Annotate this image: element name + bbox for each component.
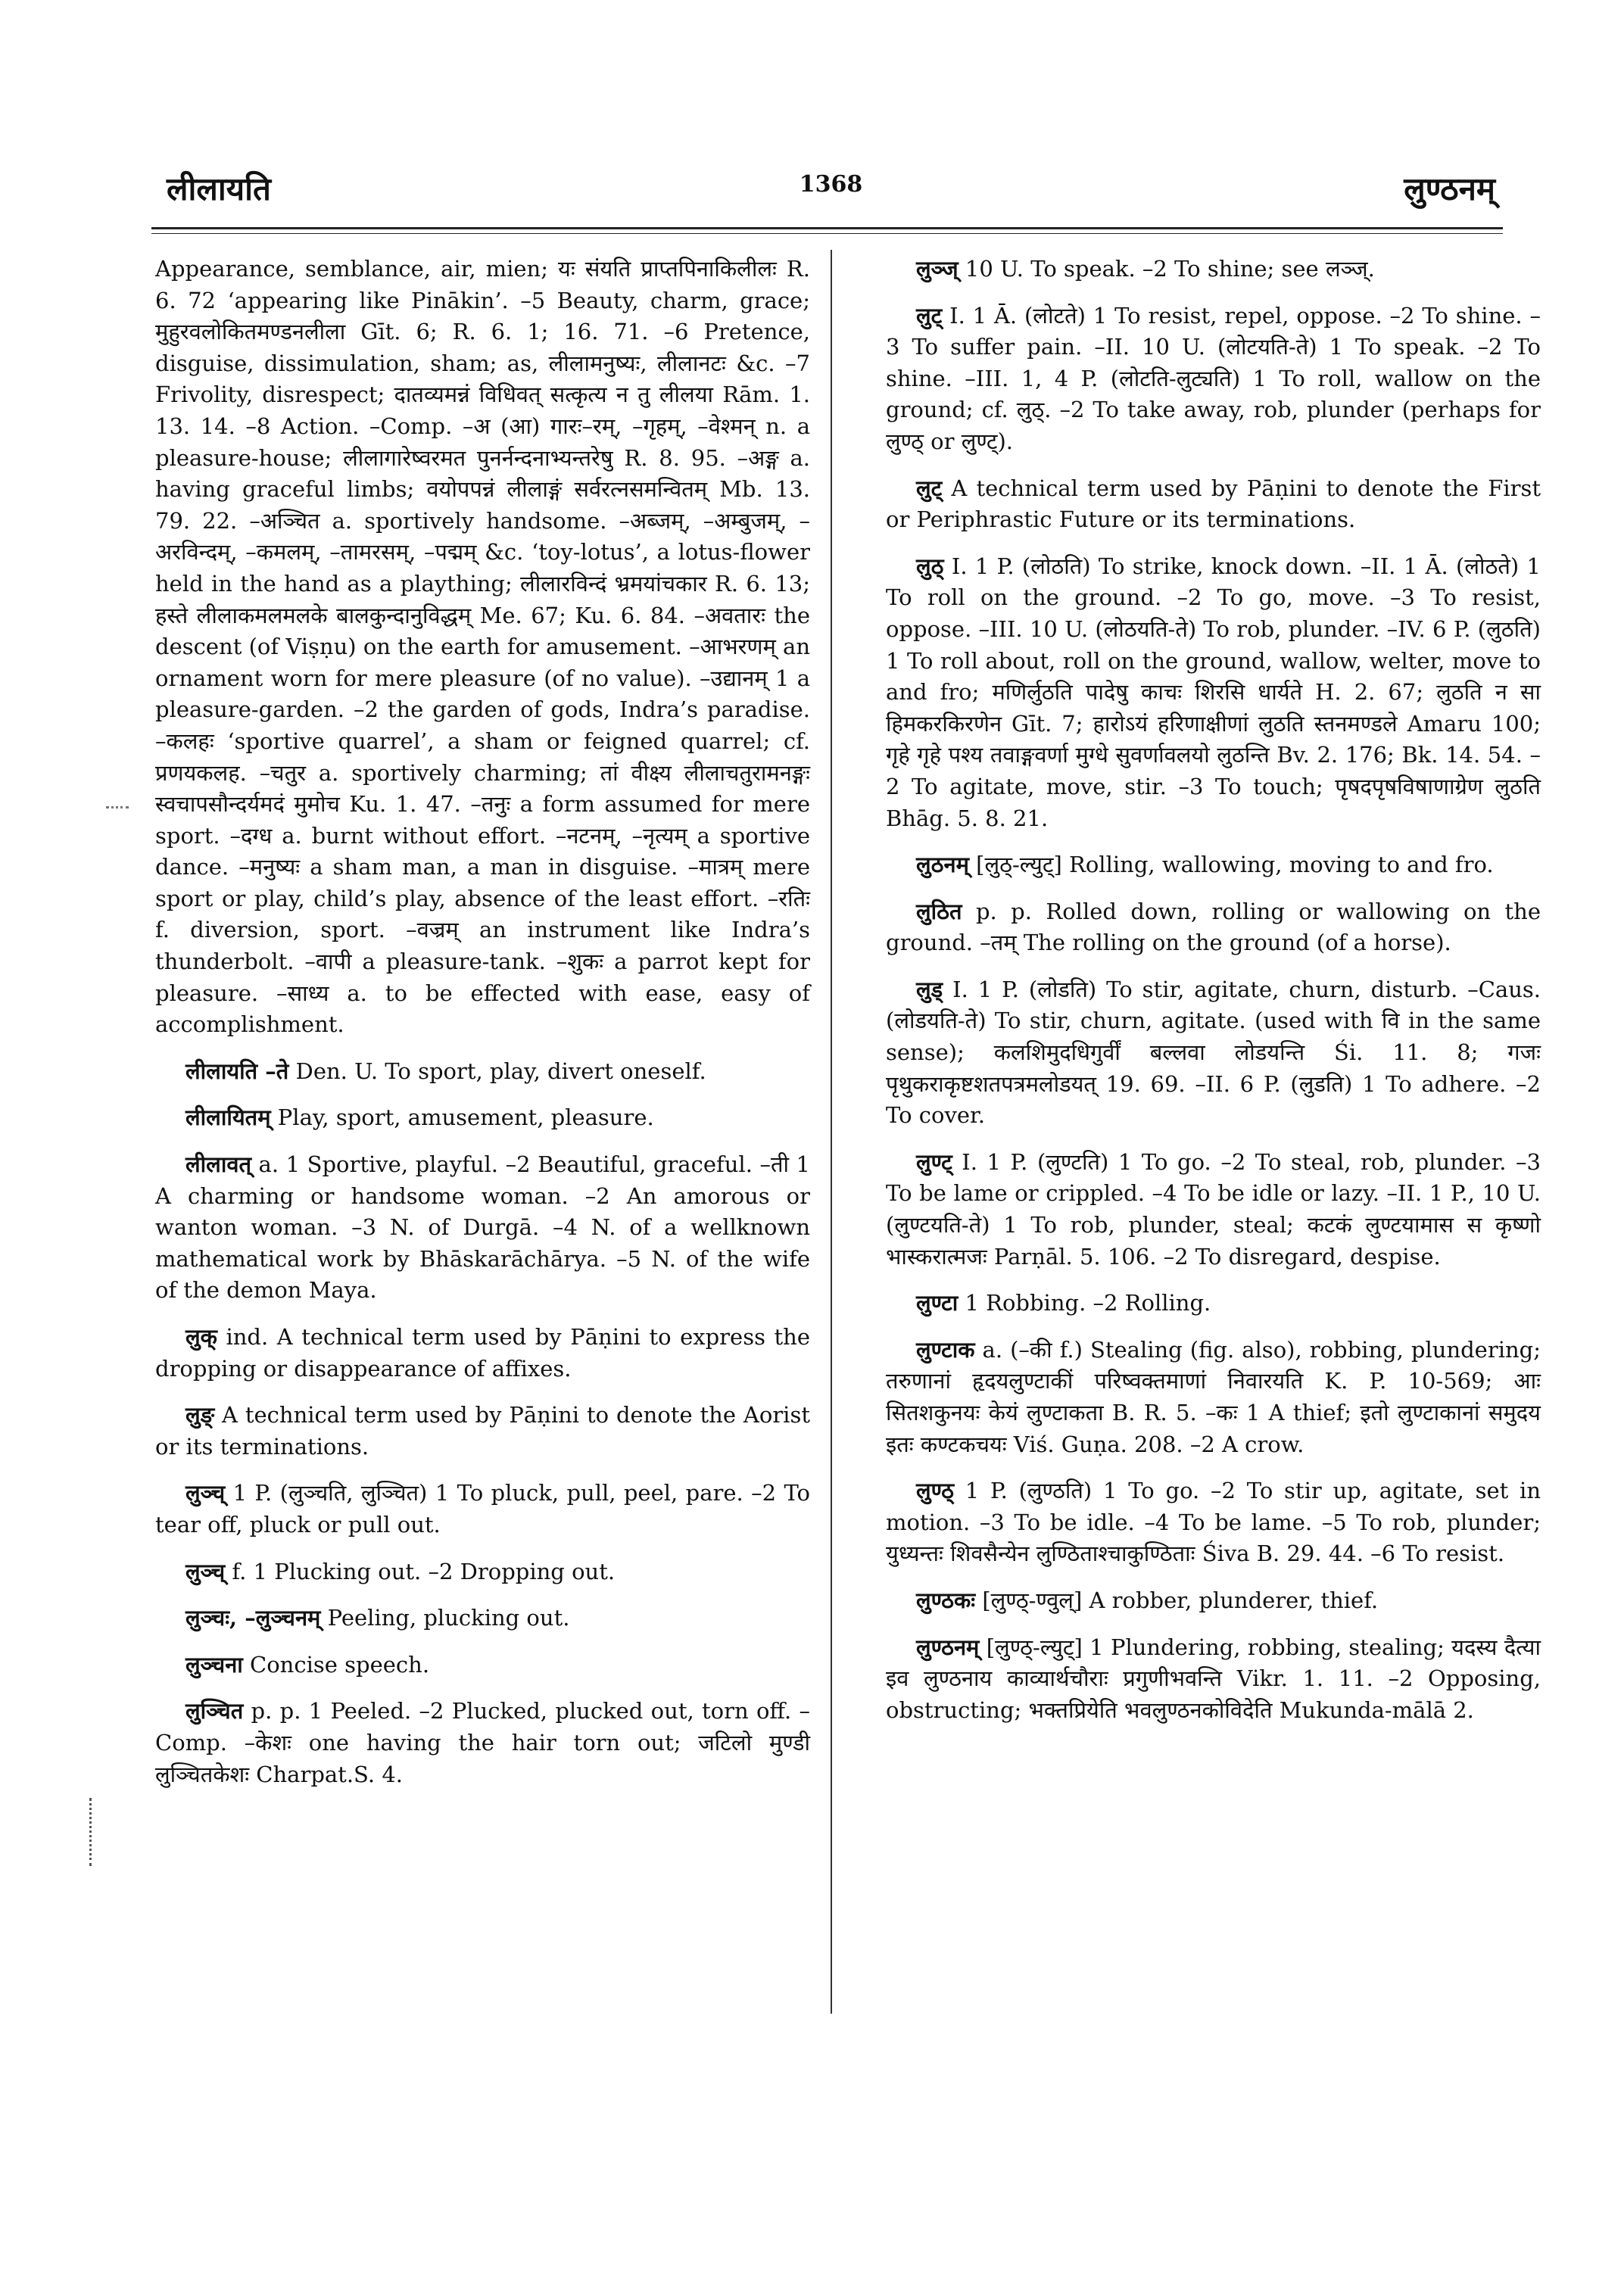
dictionary-entry: [155, 1603, 810, 1634]
dictionary-entry: [886, 1475, 1541, 1570]
margin-scan-dots: [106, 806, 129, 813]
page-number: 1368: [799, 171, 863, 198]
entry-text: I. 1 P. (लोडति) To stir, agitate, churn, disturb. –Caus. (लोडयति-ते) To stir, churn, agitate. (used with वि in the same sense); कलशिमुदधिगुर्वीं बल्लवा लोडयन्ति Śi. 11. 8; गजः पृथुकराकृष्टशतपत्रमलोडयत् 19. 69. –II. 6 P. (लुडति) 1 To adhere. –2 To cover.: [886, 976, 1541, 1129]
dictionary-entry: [155, 1556, 810, 1588]
entry-text: 10 U. To speak. –2 To shine; see लञ्ज्.: [958, 256, 1375, 282]
entry-text: Den. U. To sport, play, divert oneself.: [288, 1058, 706, 1084]
header-right-guide-word: लुण्ठनम्: [1404, 170, 1495, 207]
entry-text: Peeling, plucking out.: [320, 1605, 570, 1631]
entry-text: f. 1 Plucking out. –2 Dropping out.: [225, 1558, 616, 1584]
dictionary-entry: [886, 551, 1541, 834]
dictionary-entry: [155, 1650, 810, 1681]
entry-text: Play, sport, amusement, pleasure.: [270, 1104, 654, 1131]
dictionary-entry: [886, 473, 1541, 536]
right-column: [886, 254, 1541, 1741]
dictionary-entry: [886, 1632, 1541, 1727]
entry-text: Appearance, semblance, air, mien; यः संयति प्राप्तपिनाकिलीलः R. 6. 72 ‘appearing like Pinākin’. –5 Beauty, charm, grace; मुहुरवलोकितमण्डनलीला Gīt. 6; R. 6. 1; 16. 71. –6 Pretence, disguise, dissimulation, sham; as, लीलामनुष्यः, लीलानटः &c. –7 Frivolity, disrespect; दातव्यमन्नं विधिवत् सत्कृत्य न तु लीलया Rām. 1. 13. 14. –8 Action. –Comp. –अ (आ) गारः–रम्, –गृहम्, –वेश्मन् n. a pleasure-house; लीलागारेष्वरमत पुनर्नन्दनाभ्यन्तरेषु R. 8. 95. –अङ्ग a. having graceful limbs; वयोपपन्नं लीलाङ्गं सर्वरत्नसमन्वितम् Mb. 13. 79. 22. –अञ्चित a. sportively handsome. –अब्जम्, –अम्बुजम्, –अरविन्दम्, –कमलम्, –तामरसम्, –पद्मम् &c. ‘toy-lotus’, a lotus-flower held in the hand as a plaything; लीलारविन्दं भ्रमयांचकार R. 6. 13; हस्ते लीलाकमलमलके बालकुन्दानुविद्धम् Me. 67; Ku. 6. 84. –अवतारः the descent (of Viṣṇu) on the earth for amusement. –आभरणम् an ornament worn for mere pleasure (of no value). –उद्यानम् 1 a pleasure-garden. –2 the garden of gods, Indra’s paradise. –कलहः ‘sportive quarrel’, a sham or feigned quarrel; cf. प्रणयकलह. –चतुर a. sportively charming; तां वीक्ष्य लीलाचतुरामनङ्गः स्वचापसौन्दर्यमदं मुमोच Ku. 1. 47. –तनुः a form assumed for mere sport. –दग्ध a. burnt without effort. –नटनम्, –नृत्यम् a sportive dance. –मनुष्यः a sham man, a man in disguise. –मात्रम् mere sport or play, child’s play, absence of the least effort. –रतिः f. diversion, sport. –वज्रम् an instrument like Indra’s thunderbolt. –वापी a pleasure-tank. –शुकः a parrot kept for pleasure. –साध्य a. to be effected with ease, easy of accomplishment.: [155, 256, 810, 1038]
entry-headword: लुण्ठ्: [916, 1478, 954, 1504]
entry-headword: लुङ्: [185, 1402, 215, 1428]
entry-text: A technical term used by Pāṇini to denote the Aorist or its terminations.: [155, 1402, 810, 1460]
entry-text: ind. A technical term used by Pāṇini to express the dropping or disappearance of affixes.: [155, 1324, 810, 1382]
entry-headword: लुट्: [916, 475, 943, 501]
dictionary-entry: [886, 849, 1541, 881]
entry-text: A technical term used by Pāṇini to denote the First or Periphrastic Future or its terminations.: [886, 475, 1541, 533]
dictionary-entry: [886, 254, 1541, 285]
entry-text: a. (–की f.) Stealing (fig. also), robbing, plundering; तरुणानां हृदयलुण्टाकीं परिष्वक्तमाणां निवारयति K. P. 10-569; आः सितशकुनयः केयं लुण्टाकता B. R. 5. –कः 1 A thief; इतो लुण्टाकानां समुदय इतः कण्टकचयः Viś. Guṇa. 208. –2 A crow.: [886, 1336, 1541, 1457]
entry-text: 1 P. (लुञ्चति, लुञ्चित) 1 To pluck, pull, peel, pare. –2 To tear off, pluck or pull out.: [155, 1480, 810, 1537]
dictionary-entry: [886, 1335, 1541, 1460]
dictionary-entry: [886, 896, 1541, 959]
entry-headword: लुञ्चः, –लुञ्चनम्: [185, 1605, 321, 1631]
entry-headword: लुठित: [916, 898, 962, 924]
entry-headword: लुण्ठनम्: [916, 1634, 980, 1660]
entry-text: 1 Robbing. –2 Rolling.: [958, 1290, 1211, 1316]
entry-text: Concise speech.: [242, 1651, 430, 1678]
header-rule-thin: [151, 233, 1503, 234]
left-column: [155, 254, 810, 1805]
dictionary-entry: [155, 1149, 810, 1307]
dictionary-entry: [155, 254, 810, 1041]
dictionary-entry: [886, 1147, 1541, 1273]
dictionary-entry: [886, 301, 1541, 458]
margin-scan-marks: [89, 1798, 96, 1866]
dictionary-entry: [886, 974, 1541, 1132]
dictionary-entry: [155, 1102, 810, 1134]
entry-headword: लीलायितम्: [185, 1104, 271, 1131]
entry-headword: लुञ्ज्: [916, 256, 959, 282]
entry-headword: लुञ्चना: [185, 1651, 243, 1678]
entry-headword: लुण्टाक: [916, 1336, 975, 1363]
entry-text: p. p. 1 Peeled. –2 Plucked, plucked out, torn off. –Comp. –केशः one having the hair torn out; जटिलो मुण्डी लुञ्चितकेशः Charpat.S. 4.: [155, 1698, 810, 1787]
entry-text: p. p. Rolled down, rolling or wallowing on the ground. –तम् The rolling on the ground (of a horse).: [886, 898, 1541, 956]
dictionary-entry: [155, 1322, 810, 1385]
entry-headword: लुठ्: [916, 553, 944, 579]
dictionary-entry: [155, 1478, 810, 1541]
entry-headword: लुक्: [185, 1324, 217, 1350]
dictionary-entry: [886, 1288, 1541, 1319]
entry-text: [लुण्ठ्-ण्वुल्] A robber, plunderer, thief.: [975, 1587, 1379, 1613]
entry-headword: लीलावत्: [185, 1151, 252, 1178]
dictionary-entry: [155, 1696, 810, 1790]
page-header: [151, 167, 1510, 220]
entry-text: [लुठ्-ल्युट्] Rolling, wallowing, moving to and fro.: [968, 852, 1494, 878]
header-left-guide-word: लीलायति: [167, 170, 271, 207]
dictionary-entry: [155, 1056, 810, 1088]
column-divider: [831, 250, 832, 2014]
entry-text: I. 1 P. (लोठति) To strike, knock down. –II. 1 Ā. (लोठते) 1 To roll on the ground. –2 To go, move. –3 To resist, oppose. –III. 10 U. (लोठयति-ते) To rob, plunder. –IV. 6 P. (लुठति) 1 To roll about, roll on the ground, wallow, welter, move to and fro; मणिर्लुठति पादेषु काचः शिरसि धार्यते H. 2. 67; लुठति न सा हिमकरकिरणेन Gīt. 7; हारोऽयं हरिणाक्षीणां लुठति स्तनमण्डले Amaru 100; गृहे गृहे पश्य तवाङ्गवर्णा मुग्धे सुवर्णावलयो लुठन्ति Bv. 2. 176; Bk. 14. 54. –2 To agitate, move, stir. –3 To touch; पृषदपृषविषाणाग्रेण लुठति Bhāg. 5. 8. 21.: [886, 553, 1541, 831]
entry-text: 1 P. (लुण्ठति) 1 To go. –2 To stir up, agitate, set in motion. –3 To be idle. –4 To be lame. –5 To rob, plunder; युध्यन्तः शिवसैन्येन लुण्ठिताश्चाकुण्ठिताः Śiva B. 29. 44. –6 To resist.: [886, 1478, 1541, 1567]
entry-headword: लीलायति –ते: [185, 1058, 289, 1084]
entry-text: a. 1 Sportive, playful. –2 Beautiful, graceful. –ती 1 A charming or handsome woman. –2 An amorous or wanton woman. –3 N. of Durgā. –4 N. of a wellknown mathematical work by Bhāskarāchārya. –5 N. of the wife of the demon Maya.: [155, 1151, 810, 1304]
dictionary-entry: [155, 1400, 810, 1463]
entry-headword: लुण्ट्: [916, 1148, 952, 1175]
entry-text: I. 1 P. (लुण्टति) 1 To go. –2 To steal, rob, plunder. –3 To be lame or crippled. –4 To be idle or lazy. –II. 1 P., 10 U. (लुण्टयति-ते) 1 To rob, plunder, steal; कटकं लुण्टयामास स कृष्णो भास्करात्मजः Parṇāl. 5. 106. –2 To disregard, despise.: [886, 1148, 1541, 1270]
entry-headword: लुण्टा: [916, 1290, 959, 1316]
entry-text: I. 1 Ā. (लोटते) 1 To resist, repel, oppose. –2 To shine. –3 To suffer pain. –II. 10 U. (लोटयति-ते) 1 To speak. –2 To shine. –III. 1, 4 P. (लोटति-लुट्यति) 1 To roll, wallow on the ground; cf. लुठ्. –2 To take away, rob, plunder (perhaps for लुण्ठ् or लुण्ट्).: [886, 302, 1541, 454]
entry-headword: लुड्: [916, 976, 943, 1002]
entry-headword: लुञ्च्: [185, 1480, 226, 1506]
entry-headword: लुण्ठकः: [916, 1587, 976, 1613]
entry-headword: लुञ्च्: [185, 1558, 226, 1584]
header-rule: [151, 227, 1503, 229]
entry-headword: लुट्: [916, 302, 943, 329]
entry-headword: लुठनम्: [916, 852, 969, 878]
entry-text: [लुण्ठ्-ल्युट्] 1 Plundering, robbing, stealing; यदस्य दैत्या इव लुण्ठनाय काव्यार्थचौराः प्रगुणीभवन्ति Vikr. 1. 11. –2 Opposing, obstructing; भक्तप्रियेति भवलुण्ठनकोविदेति Mukunda-mālā 2.: [886, 1634, 1541, 1723]
dictionary-entry: [886, 1585, 1541, 1617]
entry-headword: लुञ्चित: [185, 1698, 244, 1724]
